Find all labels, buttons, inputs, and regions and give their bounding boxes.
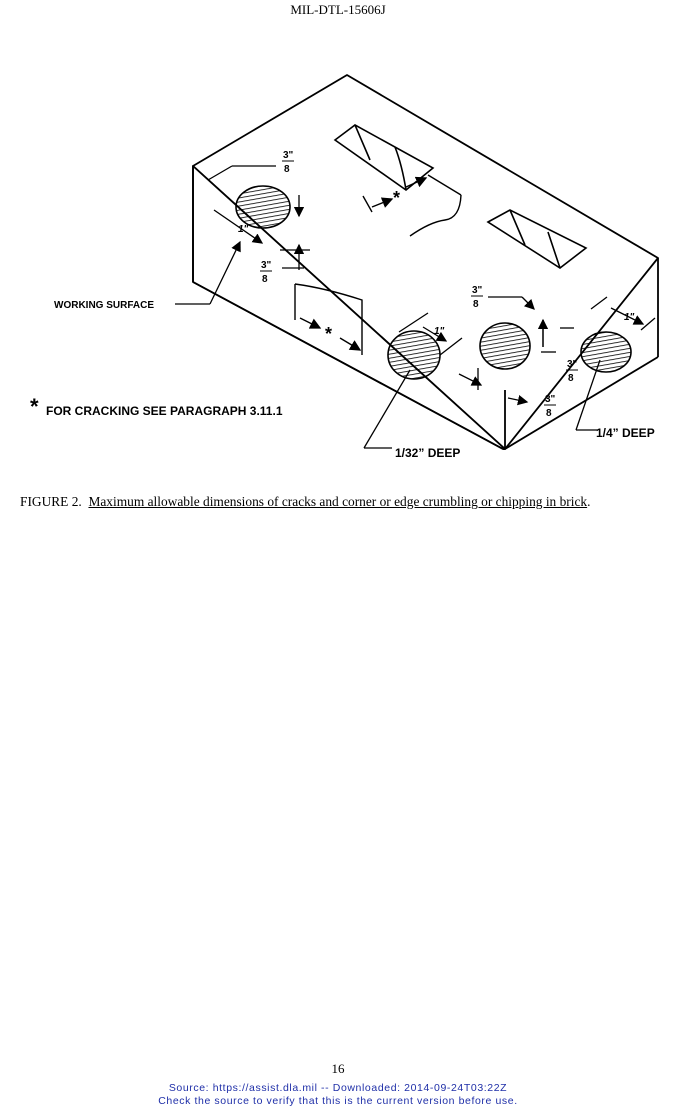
document-id-header: MIL-DTL-15606J	[290, 2, 386, 17]
source-footer	[0, 1082, 676, 1108]
one-inch-label-middle: 1"	[434, 326, 445, 337]
side-crack-star: *	[325, 324, 333, 344]
caption-end: .	[587, 494, 591, 509]
one-inch-label-right: 1"	[624, 312, 635, 323]
cracking-note-label: FOR CRACKING SEE PARAGRAPH 3.11.1	[46, 404, 283, 418]
caption-title: Maximum allowable dimensions of cracks and corner or edge crumbling or chipping in brick	[88, 494, 588, 509]
deep-1-4-label: 1/4” DEEP	[596, 426, 655, 440]
svg-text:3": 3"	[567, 359, 578, 370]
svg-text:8: 8	[546, 408, 552, 419]
svg-text:8: 8	[262, 274, 268, 285]
working-surface-label: WORKING SURFACE	[54, 300, 154, 311]
svg-text:3": 3"	[472, 285, 483, 296]
page-number: 16	[331, 1061, 345, 1076]
top-crack-star: *	[393, 188, 401, 208]
svg-text:3": 3"	[545, 394, 556, 405]
svg-text:3": 3"	[283, 150, 294, 161]
svg-text:3": 3"	[261, 260, 272, 271]
cracking-note-star: *	[30, 394, 39, 419]
svg-text:8: 8	[284, 164, 290, 175]
chip-corner	[480, 323, 530, 369]
svg-text:8: 8	[568, 373, 574, 384]
chip-side-face	[388, 331, 440, 379]
chip-right-face	[581, 332, 631, 372]
verify-line: Check the source to verify that this is the current version before use.	[158, 1095, 518, 1107]
brick-defects-figure	[0, 55, 676, 465]
chip-left-edge	[236, 186, 290, 228]
svg-text:8: 8	[473, 299, 479, 310]
fraction-label-corner-bottom	[544, 394, 556, 419]
caption-prefix: FIGURE 2.	[20, 494, 82, 509]
deep-1-32-label: 1/32” DEEP	[395, 446, 461, 460]
source-line: Source: https://assist.dla.mil -- Downloaded: 2014-09-24T03:22Z	[168, 1082, 508, 1094]
figure-caption	[20, 494, 670, 510]
one-inch-label-left: 1"	[238, 224, 249, 235]
